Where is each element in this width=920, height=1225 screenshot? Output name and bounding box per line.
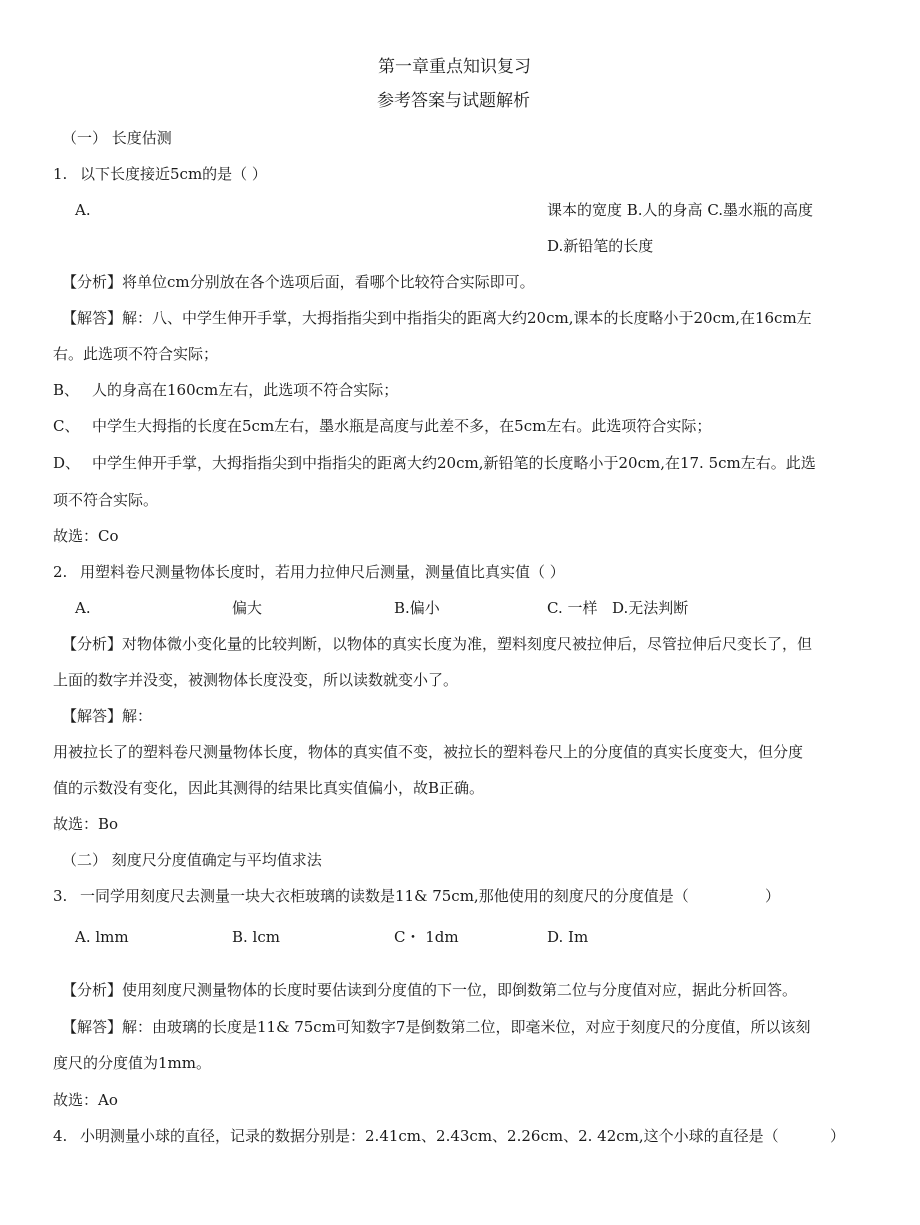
result-text: 故选：Ao [53, 1091, 118, 1109]
option-a-label: A. [75, 201, 91, 219]
options-line: 课本的宽度 B.人的身高 C.墨水瓶的高度 [547, 201, 814, 219]
question-number: 3. [53, 887, 68, 905]
option-d: D.无法判断 [612, 599, 689, 617]
option-b: B. lcm [232, 928, 280, 946]
question-number: 4. [53, 1127, 68, 1145]
section-heading: （一） 长度估测 [62, 129, 172, 147]
analysis-text: 【分析】使用刻度尺测量物体的长度时要估读到分度值的下一位，即倒数第二位与分度值对应，据此分析回答。 [62, 981, 798, 999]
answer-text: 右。此选项不符合实际； [53, 345, 219, 363]
option-b: B.偏小 [394, 599, 440, 617]
question-stem: 以下长度接近5cm的是（ ） [80, 165, 267, 183]
item-text: 人的身高在160cm左右，此选项不符合实际； [92, 381, 399, 399]
question-number: 1. [53, 165, 68, 183]
analysis-text: 【分析】对物体微小变化量的比较判断，以物体的真实长度为准，塑料刻度尺被拉伸后，尽管拉伸后尺变长了，但 [62, 635, 813, 653]
item-text: 中学生大拇指的长度在5cm左右，墨水瓶是高度与此差不多，在5cm左右。此选项符合实际； [92, 417, 712, 435]
answer-text: 【解答】解：由玻璃的长度是11& 75cm可知数字7是倒数第二位，即毫米位，对应于刻度尺的分度值，所以该刻 [62, 1018, 811, 1036]
section-heading: （二） 刻度尺分度值确定与平均值求法 [62, 851, 322, 869]
question-stem: 一同学用刻度尺去测量一块大衣柜玻璃的读数是11& 75cm,那他使用的刻度尺的分度值是（ [80, 887, 689, 905]
option-d: D.新铅笔的长度 [547, 237, 654, 255]
result-text: 故选：Co [53, 527, 119, 545]
option-c: C・ 1dm [394, 928, 459, 946]
answer-text: 度尺的分度值为1mm。 [53, 1054, 211, 1072]
option-a-text: 偏大 [232, 599, 263, 617]
item-text: 项不符合实际。 [53, 491, 159, 509]
question-number: 2. [53, 563, 68, 581]
question-stem: 小明测量小球的直径，记录的数据分别是：2.41cm、2.43cm、2.26cm、2. 42cm,这个小球的直径是（ [80, 1127, 779, 1145]
option-c: C. 一样 [547, 599, 598, 617]
answer-text: 值的示数没有变化，因此其测得的结果比真实值偏小，故B正确。 [53, 779, 485, 797]
option-a: A. lmm [75, 928, 129, 946]
page-title: 第一章重点知识复习 [378, 57, 531, 77]
answer-head: 【解答】解： [62, 707, 153, 725]
question-stem-close: ） [765, 887, 781, 905]
item-prefix: B、 [53, 381, 80, 399]
page-subtitle: 参考答案与试题解析 [377, 91, 530, 111]
result-text: 故选：Bo [53, 815, 119, 833]
answer-text: 【解答】解：八、中学生伸开手掌，大拇指指尖到中指指尖的距离大约20cm,课本的长度略小于20cm,在16cm左 [62, 309, 812, 327]
option-d: D. Im [547, 928, 589, 946]
answer-text: 用被拉长了的塑料卷尺测量物体长度，物体的真实值不变，被拉长的塑料卷尺上的分度值的真实长度变大，但分度 [53, 743, 804, 761]
option-a-label: A. [75, 599, 91, 617]
item-prefix: C、 [53, 417, 80, 435]
item-prefix: D、 [53, 454, 81, 472]
item-text: 中学生伸开手掌，大拇指指尖到中指指尖的距离大约20cm,新铅笔的长度略小于20cm,在17. 5cm左右。此选 [92, 454, 816, 472]
analysis-text: 【分析】将单位cm分别放在各个选项后面，看哪个比较符合实际即可。 [62, 273, 535, 291]
analysis-text: 上面的数字并没变，被测物体长度没变，所以读数就变小了。 [53, 671, 459, 689]
question-stem-close: ） [830, 1127, 846, 1145]
question-stem: 用塑料卷尺测量物体长度时，若用力拉伸尺后测量，测量值比真实值（ ） [80, 563, 565, 581]
